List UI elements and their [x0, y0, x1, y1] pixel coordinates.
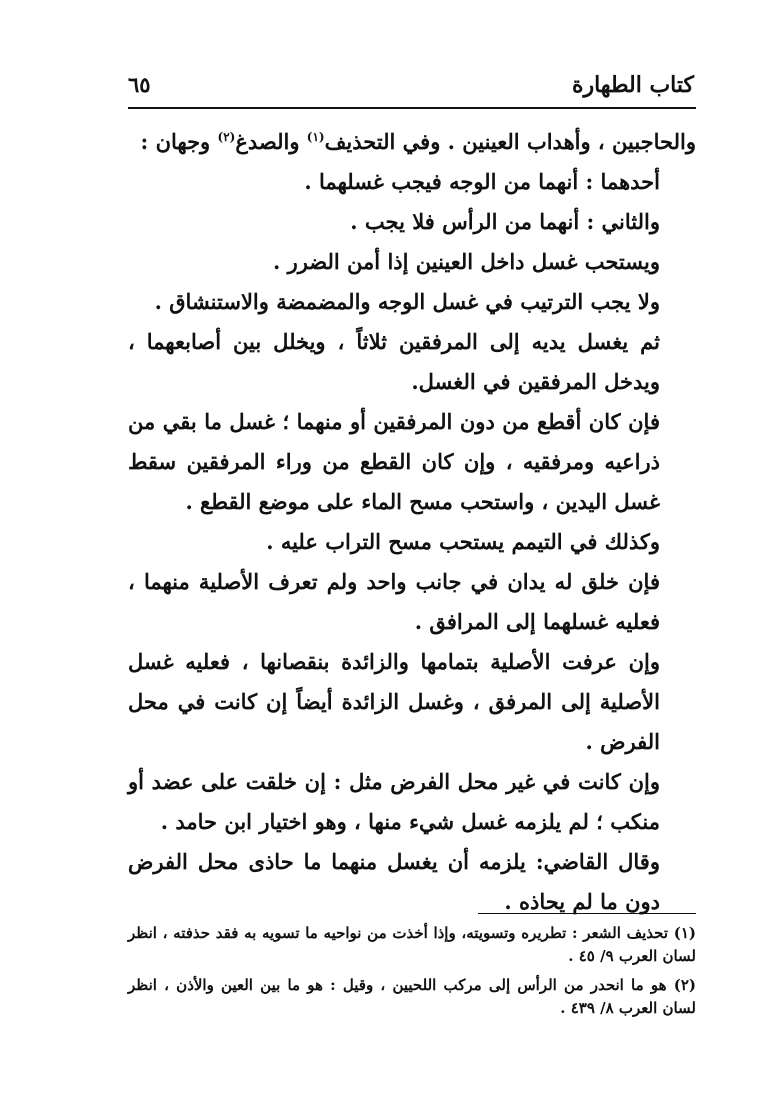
paragraph: ثم يغسل يديه إلى المرفقين ثلاثاً ، ويخلل بين أصابعهما ، ويدخل المرفقين في الغسل. — [128, 329, 660, 394]
paragraph: والثاني : أنهما من الرأس فلا يجب . — [350, 209, 660, 234]
footnote-ref: (٢) — [217, 130, 236, 144]
paragraph: ويستحب غسل داخل العينين إذا أمن الضرر . — [272, 249, 660, 274]
paragraph: وقال القاضي: يلزمه أن يغسل منهما ما حاذى محل الفرض دون ما لم يحاذه . — [128, 849, 660, 914]
paragraph: ولا يجب الترتيب في غسل الوجه والمضمضة والاستنشاق . — [154, 289, 660, 314]
footnote: (١) تحذيف الشعر : تطريره وتسويته، وإذا أخذت من نواحيه ما تسويه به فقد حذفته ، انظر لسان العرب ٩/ ٤٥ . — [128, 924, 696, 965]
footnote-rule — [478, 913, 696, 914]
main-text — [128, 122, 696, 922]
footnote: (٢) هو ما انحدر من الرأس إلى مركب اللحيين ، وقيل : هو ما بين العين والأذن ، انظر لسان العرب ٨/ ٤٣٩ . — [128, 976, 696, 1017]
paragraph: فإن خلق له يدان في جانب واحد ولم تعرف الأصلية منهما ، فعليه غسلهما إلى المرافق . — [128, 569, 660, 634]
page-header — [128, 70, 694, 106]
paragraph: أحدهما : أنهما من الوجه فيجب غسلهما . — [304, 169, 660, 194]
header-rule — [128, 107, 696, 109]
paragraph: والحاجبين ، وأهداب العينين . وفي التحذيف$^{(١)}$ والصدغ$^{(٢)}$ وجهان : — [140, 129, 696, 154]
footnote-ref: (١) — [306, 130, 325, 144]
paragraph: وكذلك في التيمم يستحب مسح التراب عليه . — [266, 529, 660, 554]
paragraph: فإن كان أقطع من دون المرفقين أو منهما ؛ غسل ما بقي من ذراعيه ومرفقيه ، وإن كان القطع من وراء المرفقين سقط غسل اليدين ، واستحب مسح الماء على موضع القطع . — [128, 409, 660, 514]
page-number: ٦٥ — [128, 72, 151, 97]
chapter-title: كتاب الطهارة — [571, 72, 694, 98]
paragraph: وإن عرفت الأصلية بتمامها والزائدة بنقصانها ، فعليه غسل الأصلية إلى المرفق ، وغسل الزائدة أيضاً إن كانت في محل الفرض . — [128, 649, 660, 754]
paragraph: وإن كانت في غير محل الفرض مثل : إن خلقت على عضد أو منكب ؛ لم يلزمه غسل شيء منها ، وهو اختيار ابن حامد . — [128, 769, 660, 834]
footnotes — [128, 922, 696, 1026]
